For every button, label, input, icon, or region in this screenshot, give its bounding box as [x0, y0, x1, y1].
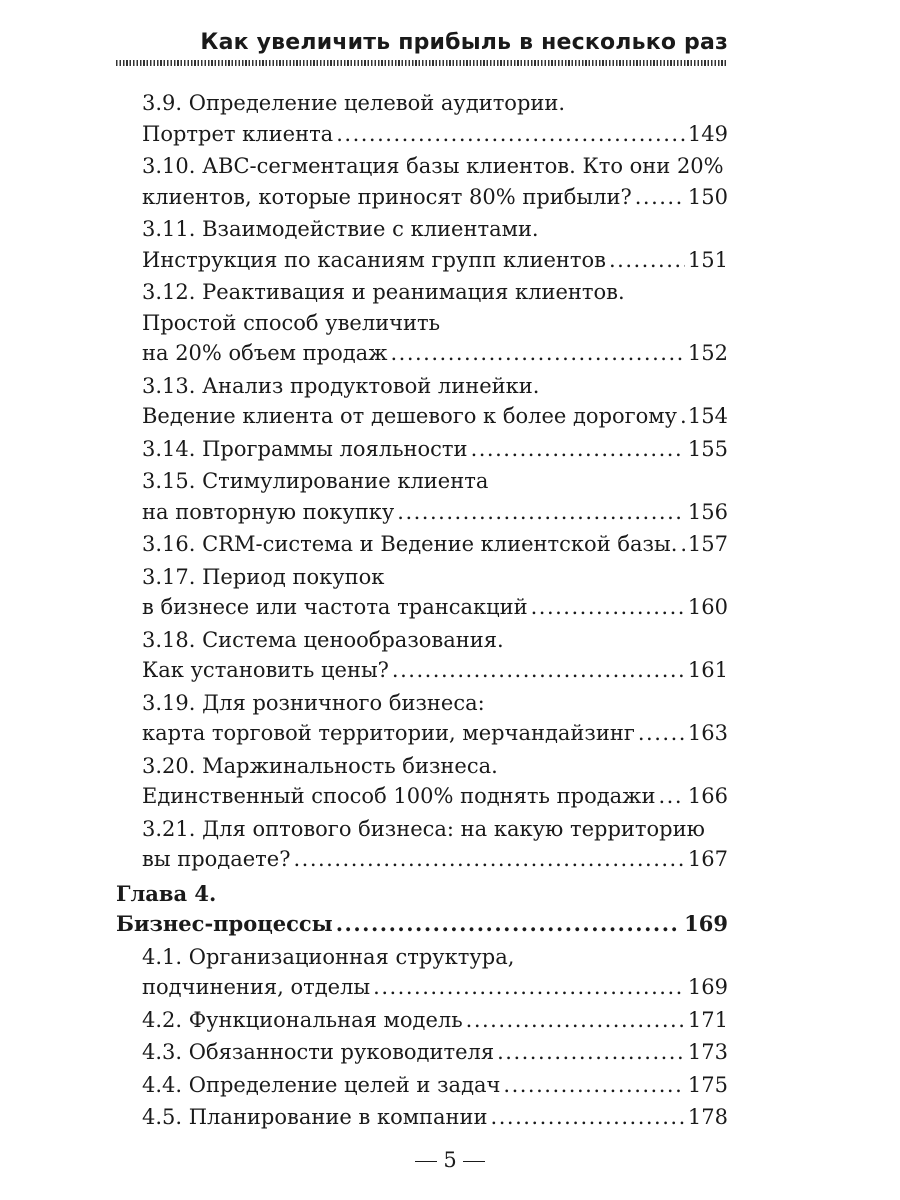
toc-page-number: 178: [687, 1105, 728, 1129]
toc-entry-line: Простой способ увеличить: [142, 310, 441, 335]
toc-entry-line: подчинения, отделы: [142, 975, 371, 999]
toc-entry-line: в бизнесе или частота трансакций: [142, 595, 528, 619]
toc-page-number: 161: [687, 658, 728, 682]
dot-leader: [638, 718, 685, 749]
toc-entry-line: 3.13. Анализ продуктовой линейки.: [142, 373, 540, 398]
toc-entry-line: 3.9. Определение целевой аудитории.: [142, 91, 566, 115]
toc-entry-3-16[interactable]: [116, 529, 728, 560]
running-title: Как увеличить прибыль в несколько раз: [200, 30, 728, 55]
dot-leader: [392, 655, 685, 686]
toc-entry-3-11[interactable]: [116, 214, 728, 275]
chapter-label: Глава 4.: [116, 880, 217, 906]
toc-entry-line: Портрет клиента: [142, 121, 334, 146]
toc-entry-3-18[interactable]: [116, 625, 728, 686]
dot-leader: [373, 972, 685, 1003]
toc-entry-line: Инструкция по касаниям групп клиентов: [142, 247, 606, 272]
dot-leader: [336, 909, 681, 940]
toc-page-number: 155: [687, 436, 728, 461]
toc-entry-4-4[interactable]: [116, 1070, 728, 1101]
toc-entry-4-1[interactable]: [116, 942, 728, 1003]
toc-page-number: 169: [687, 975, 728, 999]
toc-entry-line: карта торговой территории, мерчандайзинг: [142, 721, 635, 745]
dot-leader: [390, 338, 684, 369]
toc-entry-line: 3.20. Маржинальность бизнеса.: [142, 753, 498, 778]
toc-entry-line: 3.21. Для оптового бизнеса: на какую территорию: [142, 816, 705, 841]
toc-entry-3-15[interactable]: [116, 466, 728, 527]
dot-leader: [609, 245, 685, 276]
toc-entry-4-5[interactable]: [116, 1102, 728, 1133]
toc-entry-4-2[interactable]: [116, 1005, 728, 1036]
toc-entry-line: 3.10. АВС-сегментация базы клиентов. Кто они 20%: [142, 154, 724, 178]
folio-dash-left: [415, 1161, 437, 1162]
dot-leader: [466, 1005, 685, 1036]
toc-entry-3-14[interactable]: [116, 434, 728, 465]
toc-entry-4-3[interactable]: [116, 1037, 728, 1068]
page-folio: [0, 1148, 900, 1172]
toc-entry-line: 3.11. Взаимодействие с клиентами.: [142, 217, 539, 241]
toc-page-number: 156: [687, 499, 728, 524]
dot-leader: [471, 434, 685, 465]
toc-entry-3-21[interactable]: [116, 814, 728, 875]
toc-entry-line: клиентов, которые приносят 80% прибыли?: [142, 184, 632, 209]
toc-page-number: 171: [687, 1007, 728, 1032]
toc-page-number: 163: [687, 721, 728, 745]
page-number: 5: [443, 1148, 457, 1172]
dot-leader: [293, 844, 684, 875]
dot-leader: [336, 119, 685, 150]
toc-page-number: 166: [687, 784, 728, 808]
toc-page-number: 152: [687, 341, 728, 365]
toc-page-number: 154: [687, 404, 728, 428]
dot-leader: [659, 781, 685, 812]
toc-page-number: 157: [687, 532, 728, 556]
toc-page-number: 149: [687, 121, 728, 146]
toc-page-number: 150: [687, 184, 728, 209]
toc-entry-3-12[interactable]: [116, 277, 728, 369]
toc-entry-line: 3.15. Стимулирование клиента: [142, 469, 489, 493]
dot-leader: [531, 592, 685, 623]
toc-entry-line: 4.3. Обязанности руководителя: [142, 1040, 495, 1064]
toc-entry-line: 4.1. Организационная структура,: [142, 944, 515, 969]
toc-entry-line: 3.19. Для розничного бизнеса:: [142, 690, 485, 715]
toc-page-number: 169: [684, 911, 728, 936]
toc-chapter-4[interactable]: [116, 879, 728, 940]
toc-entry-line: Ведение клиента от дешевого к более дорогому: [142, 404, 677, 428]
toc-entry-line: 4.2. Функциональная модель: [142, 1007, 463, 1032]
running-header: [0, 0, 900, 64]
toc-entry-3-13[interactable]: [116, 371, 728, 432]
toc-page-number: 175: [687, 1072, 728, 1097]
toc-entry-3-20[interactable]: [116, 751, 728, 812]
toc-entry-line: 3.18. Система ценообразования.: [142, 627, 504, 652]
dot-leader: [397, 497, 685, 528]
toc-entry-line: вы продаете?: [142, 847, 291, 871]
toc-entry-line: 3.17. Период покупок: [142, 564, 385, 589]
dot-leader: [680, 529, 685, 560]
toc-entry-line: на повторную покупку: [142, 499, 395, 524]
toc-entry-line: 3.16. CRM-система и Ведение клиентской базы.: [142, 532, 678, 556]
dot-leader: [503, 1070, 685, 1101]
folio-dash-right: [463, 1161, 485, 1162]
dot-leader: [680, 401, 685, 432]
toc-page-number: 151: [687, 247, 728, 272]
toc-entry-line: на 20% объем продаж: [142, 341, 388, 365]
toc-entry-line: Единственный способ 100% поднять продажи: [142, 784, 656, 808]
toc-page-number: 160: [687, 595, 728, 619]
toc-entry-line: Как установить цены?: [142, 658, 389, 682]
toc-entry-3-19[interactable]: [116, 688, 728, 749]
dot-leader: [491, 1102, 685, 1133]
toc-page-number: 167: [687, 847, 728, 871]
dot-leader: [635, 182, 685, 213]
chapter-title: Бизнес-процессы: [116, 911, 333, 936]
toc-entry-3-9[interactable]: [116, 88, 728, 149]
table-of-contents: [116, 88, 728, 1133]
toc-entry-3-10[interactable]: [116, 151, 728, 212]
toc-entry-line: 3.12. Реактивация и реанимация клиентов.: [142, 280, 625, 304]
toc-entry-line: 4.4. Определение целей и задач: [142, 1072, 501, 1097]
toc-page-number: 173: [687, 1040, 728, 1064]
header-dotted-rule: [116, 60, 728, 66]
toc-entry-line: 3.14. Программы лояльности: [142, 436, 468, 461]
dot-leader: [497, 1037, 685, 1068]
toc-entry-line: 4.5. Планирование в компании: [142, 1105, 488, 1129]
toc-entry-3-17[interactable]: [116, 562, 728, 623]
